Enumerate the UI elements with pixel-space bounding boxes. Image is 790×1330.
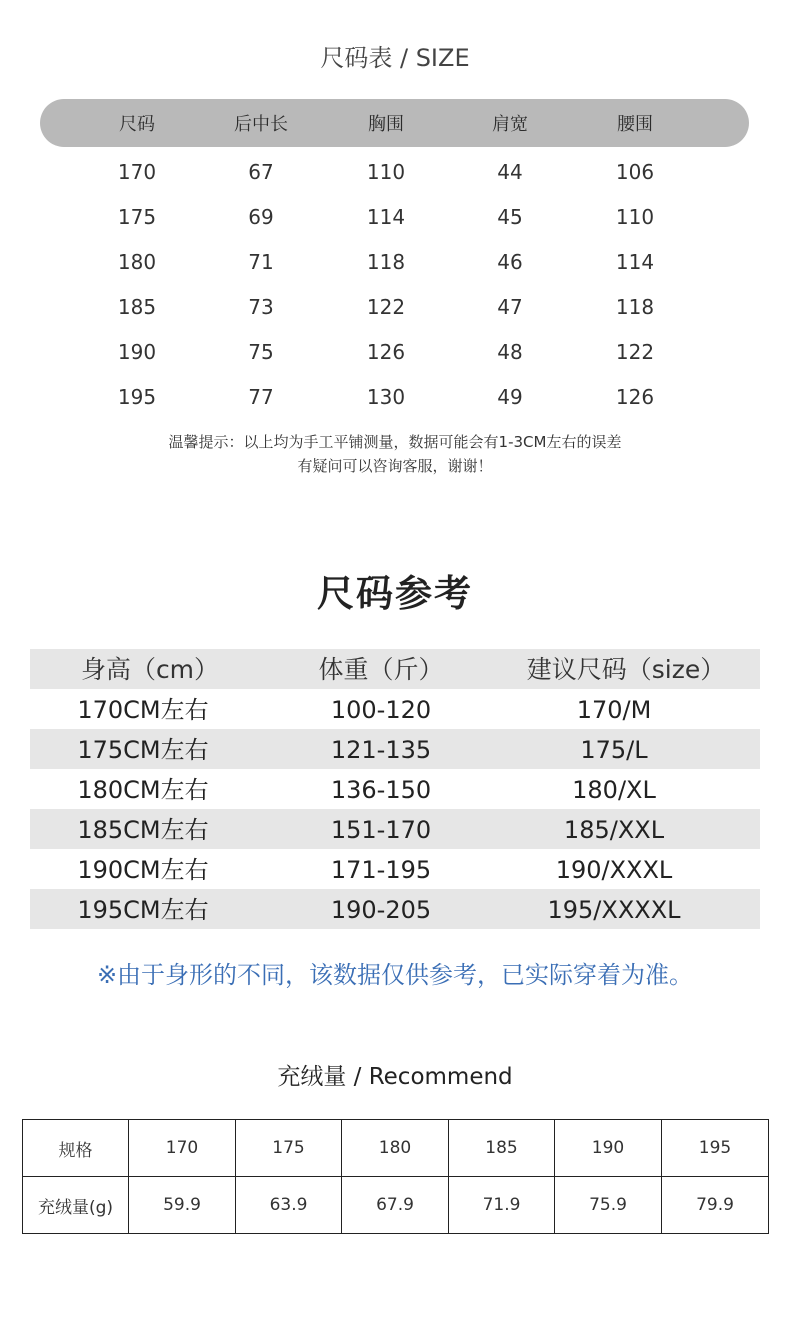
size-reference-header: [30, 649, 760, 689]
cell: 46: [497, 250, 523, 274]
cell: 77: [248, 385, 274, 409]
cell: 130: [366, 385, 406, 409]
cell: 45: [497, 205, 523, 229]
table-row: [40, 382, 749, 412]
table-row: [30, 689, 760, 729]
table-row: [40, 247, 749, 277]
cell: 121-135: [330, 736, 432, 764]
cell: 180: [342, 1120, 449, 1177]
cell: 190: [117, 340, 157, 364]
cell: 69: [248, 205, 274, 229]
measurement-note: 温馨提示：以上均为手工平铺测量，数据可能会有1-3CM左右的误差: [168, 433, 622, 451]
cell: 73: [248, 295, 274, 319]
table-row: [30, 729, 760, 769]
cell: 185/XXL: [563, 816, 665, 844]
cell: 106: [615, 160, 655, 184]
cell: 175/L: [580, 736, 648, 764]
fill-amount-table: [22, 1119, 769, 1234]
table-row: [30, 889, 760, 929]
header-weight: 体重（斤）: [318, 655, 444, 684]
cell: 63.9: [236, 1177, 342, 1234]
cell: 110: [615, 205, 655, 229]
cell: 190CM左右: [77, 856, 209, 884]
cell: 170: [117, 160, 157, 184]
contact-note: 有疑问可以咨询客服，谢谢！: [297, 457, 493, 475]
fill-amount-title: 充绒量 / Recommend: [277, 1064, 513, 1090]
cell: 180: [117, 250, 157, 274]
header-back-length: 后中长: [234, 114, 288, 135]
header-height: 身高（cm）: [80, 655, 220, 684]
header-recommended-size: 建议尺码（size）: [526, 655, 726, 684]
cell: 190: [555, 1120, 662, 1177]
cell: 126: [615, 385, 655, 409]
cell: 170CM左右: [77, 696, 209, 724]
cell: 175CM左右: [77, 736, 209, 764]
cell: 122: [366, 295, 406, 319]
cell: 71: [248, 250, 274, 274]
reference-disclaimer: ※由于身形的不同，该数据仅供参考，已实际穿着为准。: [96, 961, 694, 989]
size-chart-header: [40, 99, 749, 147]
spec-label: 规格: [23, 1120, 129, 1177]
cell: 114: [615, 250, 655, 274]
cell: 110: [366, 160, 406, 184]
cell: 185: [117, 295, 157, 319]
cell: 114: [366, 205, 406, 229]
fill-label: 充绒量(g): [23, 1177, 129, 1234]
cell: 170: [129, 1120, 236, 1177]
cell: 75: [248, 340, 274, 364]
cell: 71.9: [449, 1177, 555, 1234]
cell: 175: [236, 1120, 342, 1177]
cell: 122: [615, 340, 655, 364]
table-row: [40, 202, 749, 232]
cell: 126: [366, 340, 406, 364]
cell: 44: [497, 160, 523, 184]
cell: 195/XXXXL: [547, 896, 681, 924]
table-row: [23, 1120, 769, 1177]
cell: 67.9: [342, 1177, 449, 1234]
table-row: [30, 849, 760, 889]
header-size: 尺码: [119, 114, 155, 135]
header-chest: 胸围: [368, 114, 404, 135]
cell: 79.9: [662, 1177, 769, 1234]
cell: 185: [449, 1120, 555, 1177]
table-row: [30, 809, 760, 849]
cell: 180/XL: [572, 776, 656, 804]
cell: 67: [248, 160, 274, 184]
cell: 49: [497, 385, 523, 409]
size-chart-title: 尺码表 / SIZE: [320, 44, 470, 72]
cell: 190-205: [330, 896, 432, 924]
cell: 185CM左右: [77, 816, 209, 844]
cell: 180CM左右: [77, 776, 209, 804]
header-shoulder: 肩宽: [492, 114, 528, 135]
cell: 100-120: [330, 696, 432, 724]
cell: 170/M: [576, 696, 652, 724]
header-waist: 腰围: [617, 114, 653, 135]
cell: 151-170: [330, 816, 432, 844]
size-reference-title: 尺码参考: [317, 572, 473, 615]
cell: 195: [662, 1120, 769, 1177]
cell: 175: [117, 205, 157, 229]
cell: 75.9: [555, 1177, 662, 1234]
table-row: [40, 157, 749, 187]
cell: 118: [366, 250, 406, 274]
table-row: [40, 337, 749, 367]
cell: 59.9: [129, 1177, 236, 1234]
cell: 118: [615, 295, 655, 319]
cell: 136-150: [330, 776, 432, 804]
table-row: [40, 292, 749, 322]
cell: 190/XXXL: [555, 856, 673, 884]
cell: 195: [117, 385, 157, 409]
table-row: [30, 769, 760, 809]
table-row: [23, 1177, 769, 1234]
cell: 48: [497, 340, 523, 364]
cell: 171-195: [330, 856, 432, 884]
cell: 195CM左右: [77, 896, 209, 924]
cell: 47: [497, 295, 523, 319]
